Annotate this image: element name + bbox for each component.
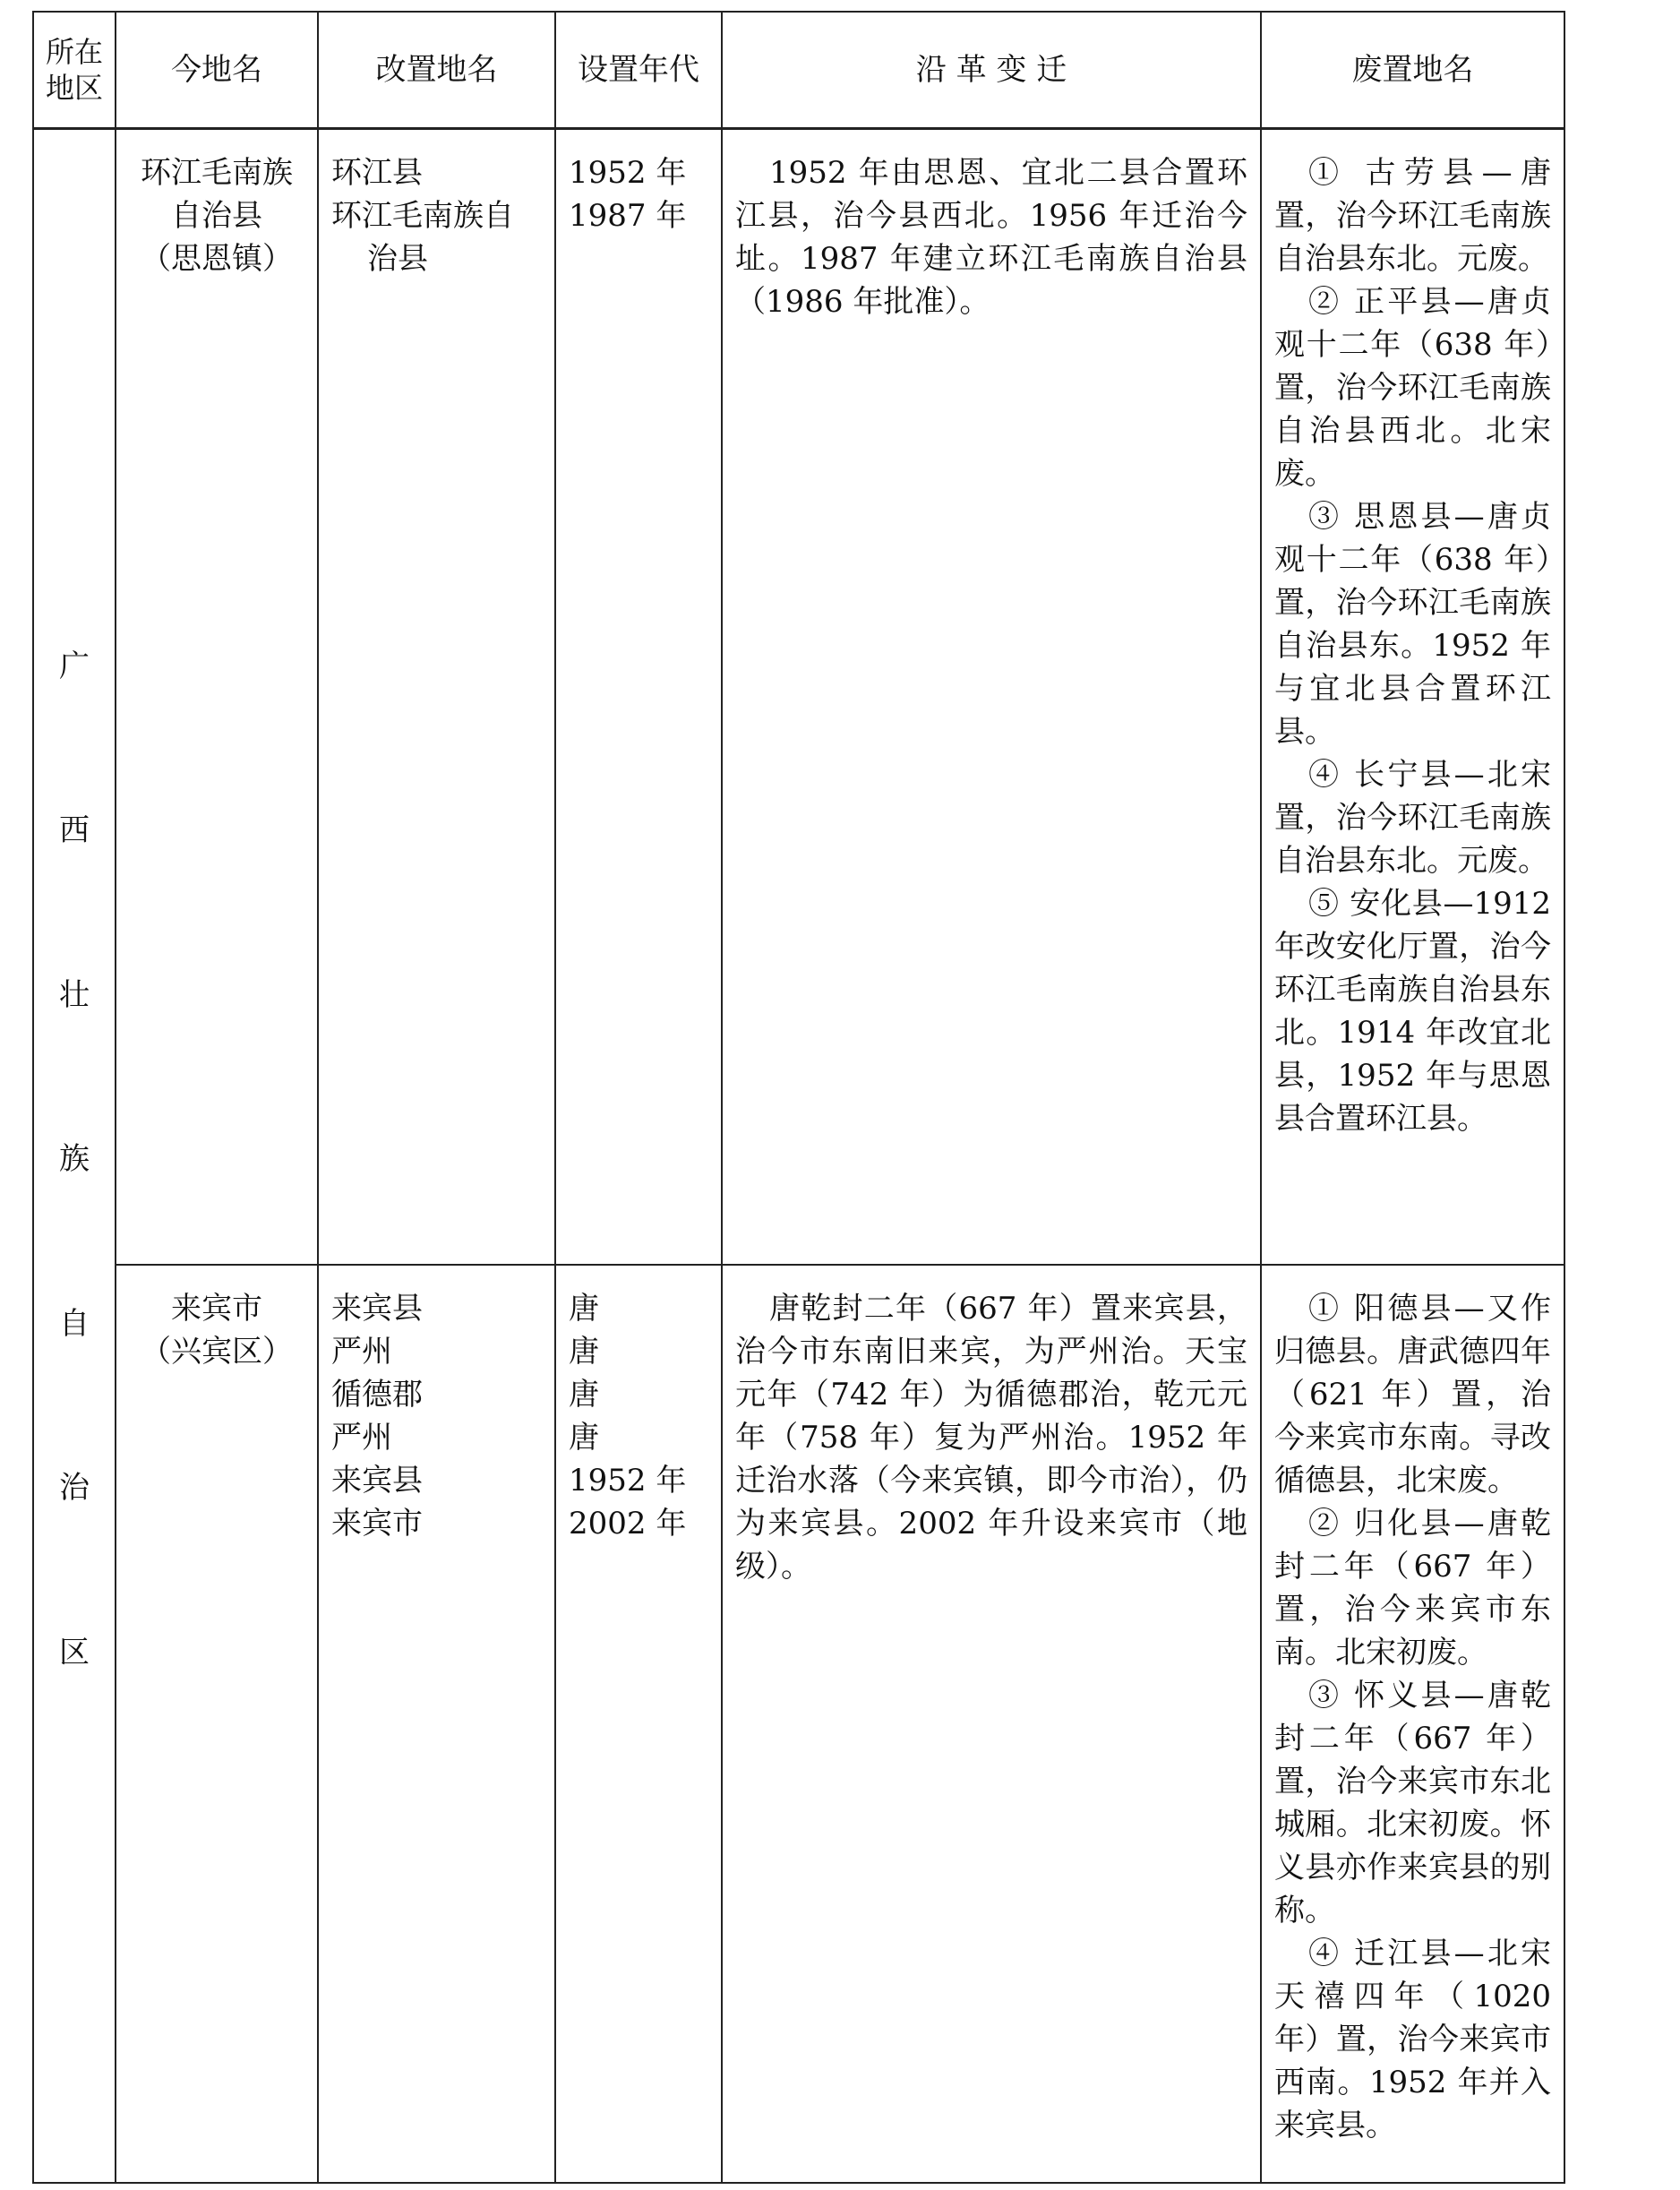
header-abolished: 废置地名 — [1261, 12, 1564, 129]
current-name-cell: 环江毛南族 自治县 （思恩镇） — [116, 129, 318, 1265]
header-region: 所在 地区 — [33, 12, 116, 129]
header-current-name: 今地名 — [116, 12, 318, 129]
history-cell: 1952 年由思恩、宜北二县合置环江县，治今县西北。1956 年迁治今址。1987 年建立环江毛南族自治县（1986 年批准）。 — [722, 129, 1261, 1265]
table-header-row — [33, 12, 1564, 129]
abolished-item: ② 归化县—唐乾封二年（667 年）置，治今来宾市东南。北宋初废。 — [1274, 1505, 1551, 1670]
table-row — [33, 1265, 1564, 2184]
abolished-item: ③ 思恩县—唐贞观十二年（638 年）置，治今环江毛南族自治县东。1952 年与宜北县合置环江县。 — [1274, 499, 1551, 750]
abolished-item: ③ 怀义县—唐乾封二年（667 年）置，治今来宾市东北城厢。北宋初废。怀义县亦作来宾县的别称。 — [1274, 1677, 1551, 1928]
region-name-vertical: 广 西 壮 族 自 治 区 — [59, 648, 90, 1670]
abolished-item: ① 古劳县—唐置，治今环江毛南族自治县东北。元废。 — [1274, 155, 1551, 277]
abolished-cell — [1261, 129, 1564, 1265]
header-history: 沿 革 变 迁 — [722, 12, 1261, 129]
header-renamed: 改置地名 — [318, 12, 555, 129]
gazetteer-table — [32, 11, 1565, 2184]
abolished-item: ⑤ 安化县—1912 年改安化厅置，治今环江毛南族自治县东北。1914 年改宜北县，1952 年与思恩县合置环江县。 — [1274, 886, 1551, 1137]
abolished-item: ① 阳德县—又作归德县。唐武德四年（621 年）置，治今来宾市东南。寻改循德县，北宋废。 — [1274, 1290, 1551, 1499]
history-cell: 唐乾封二年（667 年）置来宾县，治今市东南旧来宾，为严州治。天宝元年（742 年）为循德郡治，乾元元年（758 年）复为严州治。1952 年迁治水落（今来宾镇，即今市治），仍为来宾县。2002 年升设来宾市（地级）。 — [722, 1265, 1261, 2184]
era-cell: 1952 年 1987 年 — [555, 129, 722, 1265]
abolished-item: ④ 长宁县—北宋置，治今环江毛南族自治县东北。元废。 — [1274, 757, 1551, 879]
table-row — [33, 129, 1564, 1265]
current-name-cell: 来宾市 （兴宾区） — [116, 1265, 318, 2184]
abolished-item: ② 正平县—唐贞观十二年（638 年）置，治今环江毛南族自治县西北。北宋废。 — [1274, 284, 1551, 492]
renamed-cell: 环江县 环江毛南族自 治县 — [318, 129, 555, 1265]
abolished-item: ④ 迁江县—北宋天禧四年（1020 年）置，治今来宾市西南。1952 年并入来宾县。 — [1274, 1935, 1551, 2143]
era-cell: 唐 唐 唐 唐 1952 年 2002 年 — [555, 1265, 722, 2184]
header-era: 设置年代 — [555, 12, 722, 129]
abolished-cell — [1261, 1265, 1564, 2184]
region-cell — [33, 129, 116, 2184]
renamed-cell: 来宾县 严州 循德郡 严州 来宾县 来宾市 — [318, 1265, 555, 2184]
